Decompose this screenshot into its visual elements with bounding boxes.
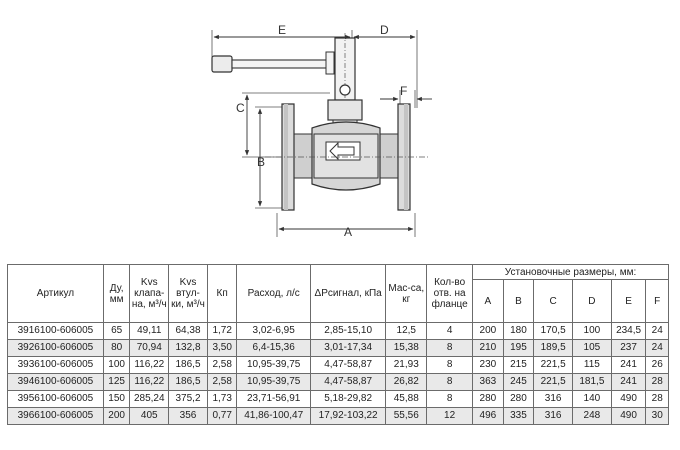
header-dp-signal: ΔPсигнал, кПа [310, 265, 385, 323]
header-flow: Расход, л/с [237, 265, 310, 323]
cell-f: 24 [646, 340, 669, 357]
valve-body [294, 122, 398, 190]
cell-flow: 10,95-39,75 [237, 357, 310, 374]
cell-b: 335 [503, 408, 534, 425]
cell-kp: 0,77 [207, 408, 237, 425]
cell-e: 234,5 [611, 323, 646, 340]
valve-stem [328, 33, 362, 132]
cell-mass: 55,56 [386, 408, 427, 425]
cell-holes: 8 [427, 357, 473, 374]
cell-c: 170,5 [534, 323, 573, 340]
cell-flow: 41,86-100,47 [237, 408, 310, 425]
header-kp: Кп [207, 265, 237, 323]
cell-dp: 2,85-15,10 [310, 323, 385, 340]
cell-kvs-sleeve: 64,38 [169, 323, 208, 340]
cell-mass: 15,38 [386, 340, 427, 357]
table-row [8, 323, 669, 340]
cell-b: 195 [503, 340, 534, 357]
cell-article: 3966100-606005 [8, 408, 104, 425]
dim-label-c: C [236, 101, 245, 115]
cell-kp: 3,50 [207, 340, 237, 357]
spec-table [7, 264, 669, 425]
header-kvs-sleeve: Kvs втул-ки, м³/ч [169, 265, 208, 323]
cell-du: 125 [103, 374, 130, 391]
cell-kvs-sleeve: 356 [169, 408, 208, 425]
cell-holes: 12 [427, 408, 473, 425]
cell-f: 28 [646, 374, 669, 391]
cell-c: 316 [534, 391, 573, 408]
cell-d: 140 [573, 391, 612, 408]
dim-label-a: A [344, 225, 353, 239]
cell-flow: 3,02-6,95 [237, 323, 310, 340]
cell-e: 490 [611, 408, 646, 425]
cell-a: 200 [473, 323, 504, 340]
cell-holes: 8 [427, 374, 473, 391]
cell-kp: 2,58 [207, 357, 237, 374]
cell-e: 241 [611, 357, 646, 374]
cell-kvs-valve: 405 [130, 408, 169, 425]
cell-du: 65 [103, 323, 130, 340]
table-row [8, 357, 669, 374]
cell-c: 221,5 [534, 374, 573, 391]
cell-flow: 10,95-39,75 [237, 374, 310, 391]
cell-a: 363 [473, 374, 504, 391]
cell-article: 3936100-606005 [8, 357, 104, 374]
cell-du: 200 [103, 408, 130, 425]
cell-b: 215 [503, 357, 534, 374]
dim-label-d: D [380, 23, 389, 37]
cell-dp: 17,92-103,22 [310, 408, 385, 425]
cell-c: 189,5 [534, 340, 573, 357]
cell-d: 115 [573, 357, 612, 374]
cell-kvs-valve: 116,22 [130, 357, 169, 374]
cell-dp: 3,01-17,34 [310, 340, 385, 357]
header-install-dims: Установочные размеры, мм: [473, 265, 669, 280]
header-article: Артикул [8, 265, 104, 323]
cell-a: 210 [473, 340, 504, 357]
cell-e: 490 [611, 391, 646, 408]
cell-mass: 45,88 [386, 391, 427, 408]
header-dim-c: C [534, 280, 573, 323]
header-mass: Мас-са, кг [386, 265, 427, 323]
cell-a: 280 [473, 391, 504, 408]
cell-a: 230 [473, 357, 504, 374]
cell-f: 26 [646, 357, 669, 374]
cell-holes: 8 [427, 340, 473, 357]
cell-kvs-valve: 116,22 [130, 374, 169, 391]
cell-f: 30 [646, 408, 669, 425]
cell-holes: 8 [427, 391, 473, 408]
valve-handle [212, 52, 334, 74]
cell-flow: 6,4-15,36 [237, 340, 310, 357]
cell-article: 3956100-606005 [8, 391, 104, 408]
cell-kvs-sleeve: 186,5 [169, 374, 208, 391]
header-dim-e: E [611, 280, 646, 323]
cell-flow: 23,71-56,91 [237, 391, 310, 408]
dim-label-b: B [257, 155, 266, 169]
cell-mass: 12,5 [386, 323, 427, 340]
cell-b: 245 [503, 374, 534, 391]
cell-dp: 4,47-58,87 [310, 374, 385, 391]
cell-d: 181,5 [573, 374, 612, 391]
cell-kp: 1,73 [207, 391, 237, 408]
cell-kp: 1,72 [207, 323, 237, 340]
cell-dp: 5,18-29,82 [310, 391, 385, 408]
cell-kvs-valve: 70,94 [130, 340, 169, 357]
cell-kp: 2,58 [207, 374, 237, 391]
table-row [8, 391, 669, 408]
dim-label-e: E [278, 23, 287, 37]
table-row [8, 374, 669, 391]
cell-kvs-sleeve: 132,8 [169, 340, 208, 357]
cell-holes: 4 [427, 323, 473, 340]
header-du: Ду, мм [103, 265, 130, 323]
cell-article: 3916100-606005 [8, 323, 104, 340]
table-row [8, 408, 669, 425]
cell-kvs-valve: 49,11 [130, 323, 169, 340]
dim-label-f: F [400, 84, 408, 98]
header-dim-f: F [646, 280, 669, 323]
header-dim-d: D [573, 280, 612, 323]
cell-b: 280 [503, 391, 534, 408]
cell-mass: 21,93 [386, 357, 427, 374]
table-row [8, 340, 669, 357]
cell-article: 3926100-606005 [8, 340, 104, 357]
cell-e: 237 [611, 340, 646, 357]
cell-d: 105 [573, 340, 612, 357]
cell-c: 221,5 [534, 357, 573, 374]
header-kvs-valve: Kvs клапа-на, м³/ч [130, 265, 169, 323]
cell-d: 248 [573, 408, 612, 425]
cell-d: 100 [573, 323, 612, 340]
header-holes: Кол-во отв. на фланце [427, 265, 473, 323]
cell-b: 180 [503, 323, 534, 340]
cell-kvs-sleeve: 186,5 [169, 357, 208, 374]
cell-kvs-valve: 285,24 [130, 391, 169, 408]
header-dim-b: B [503, 280, 534, 323]
cell-a: 496 [473, 408, 504, 425]
cell-kvs-sleeve: 375,2 [169, 391, 208, 408]
cell-dp: 4,47-58,87 [310, 357, 385, 374]
cell-mass: 26,82 [386, 374, 427, 391]
cell-article: 3946100-606005 [8, 374, 104, 391]
cell-du: 150 [103, 391, 130, 408]
cell-c: 316 [534, 408, 573, 425]
cell-e: 241 [611, 374, 646, 391]
cell-du: 100 [103, 357, 130, 374]
cell-f: 28 [646, 391, 669, 408]
cell-du: 80 [103, 340, 130, 357]
cell-f: 24 [646, 323, 669, 340]
header-dim-a: A [473, 280, 504, 323]
